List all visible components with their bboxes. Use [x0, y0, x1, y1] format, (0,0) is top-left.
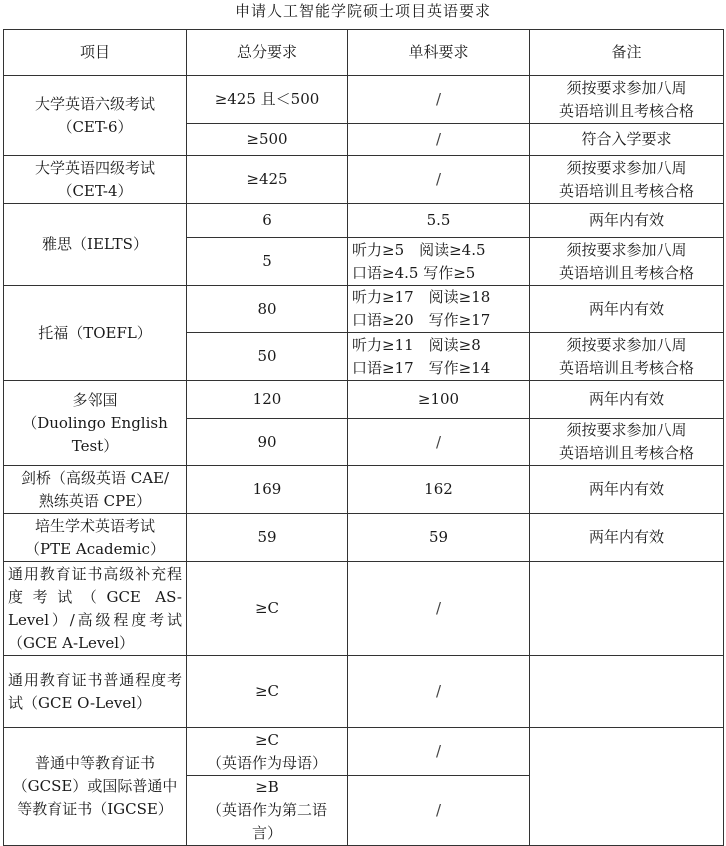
exam-name-gcse: 普通中等教育证书 （GCSE）或国际普通中 等教育证书（IGCSE） [4, 728, 187, 846]
single-requirement: 5.5 [348, 204, 530, 238]
table-row [4, 656, 724, 728]
note: 两年内有效 [530, 466, 724, 514]
table-row [4, 466, 724, 514]
total-requirement: 5 [187, 238, 348, 286]
note [530, 656, 724, 728]
single-requirement: / [348, 156, 530, 204]
note: 须按要求参加八周 英语培训且考核合格 [530, 419, 724, 466]
single-requirement: / [348, 656, 530, 728]
total-requirement: 59 [187, 514, 348, 562]
exam-name-gce-a-level: 通用教育证书高级补充程度考试（GCE AS-Level）/高级程度考试（GCE A-Level） [4, 562, 187, 656]
exam-name-gce-o-level: 通用教育证书普通程度考试（GCE O-Level） [4, 656, 187, 728]
exam-name-pte: 培生学术英语考试 （PTE Academic） [4, 514, 187, 562]
single-requirement: / [348, 776, 530, 846]
note: 须按要求参加八周 英语培训且考核合格 [530, 333, 724, 381]
note: 须按要求参加八周 英语培训且考核合格 [530, 238, 724, 286]
header-single: 单科要求 [348, 30, 530, 76]
total-requirement: ≥C （英语作为母语） [187, 728, 348, 776]
table-row [4, 514, 724, 562]
note: 须按要求参加八周 英语培训且考核合格 [530, 76, 724, 124]
note: 两年内有效 [530, 514, 724, 562]
exam-name-cet6: 大学英语六级考试 （CET-6） [4, 76, 187, 156]
total-requirement: ≥425 [187, 156, 348, 204]
table-row [4, 728, 724, 776]
header-total: 总分要求 [187, 30, 348, 76]
note: 两年内有效 [530, 204, 724, 238]
total-requirement: 169 [187, 466, 348, 514]
single-requirement: 59 [348, 514, 530, 562]
note: 两年内有效 [530, 286, 724, 333]
total-requirement: ≥C [187, 562, 348, 656]
single-requirement: / [348, 728, 530, 776]
total-requirement: 80 [187, 286, 348, 333]
total-requirement: 120 [187, 381, 348, 419]
total-requirement: 50 [187, 333, 348, 381]
single-requirement: ≥100 [348, 381, 530, 419]
single-requirement: 听力≥11 阅读≥8 口语≥17 写作≥14 [348, 333, 530, 381]
table-row [4, 156, 724, 204]
single-requirement: / [348, 124, 530, 156]
total-requirement: ≥500 [187, 124, 348, 156]
header-row [4, 30, 724, 76]
exam-name-cet4: 大学英语四级考试 （CET-4） [4, 156, 187, 204]
single-requirement: 听力≥17 阅读≥18 口语≥20 写作≥17 [348, 286, 530, 333]
single-requirement: 162 [348, 466, 530, 514]
note [530, 562, 724, 656]
table-row [4, 286, 724, 333]
table-row [4, 76, 724, 124]
note: 符合入学要求 [530, 124, 724, 156]
exam-name-ielts: 雅思（IELTS） [4, 204, 187, 286]
english-requirements-table [3, 29, 724, 846]
single-requirement: / [348, 419, 530, 466]
total-requirement: ≥B （英语作为第二语 言） [187, 776, 348, 846]
note [530, 728, 724, 846]
single-requirement: 听力≥5 阅读≥4.5 口语≥4.5 写作≥5 [348, 238, 530, 286]
table-row [4, 381, 724, 419]
note: 两年内有效 [530, 381, 724, 419]
exam-name-toefl: 托福（TOEFL） [4, 286, 187, 381]
total-requirement: ≥425 且＜500 [187, 76, 348, 124]
table-row [4, 562, 724, 656]
exam-name-cambridge: 剑桥（高级英语 CAE/ 熟练英语 CPE） [4, 466, 187, 514]
header-item: 项目 [4, 30, 187, 76]
total-requirement: 6 [187, 204, 348, 238]
page-title: 申请人工智能学院硕士项目英语要求 [234, 2, 491, 20]
note: 须按要求参加八周 英语培训且考核合格 [530, 156, 724, 204]
total-requirement: 90 [187, 419, 348, 466]
exam-name-duolingo: 多邻国 （Duolingo English Test） [4, 381, 187, 466]
single-requirement: / [348, 76, 530, 124]
total-requirement: ≥C [187, 656, 348, 728]
header-note: 备注 [530, 30, 724, 76]
single-requirement: / [348, 562, 530, 656]
table-row [4, 204, 724, 238]
